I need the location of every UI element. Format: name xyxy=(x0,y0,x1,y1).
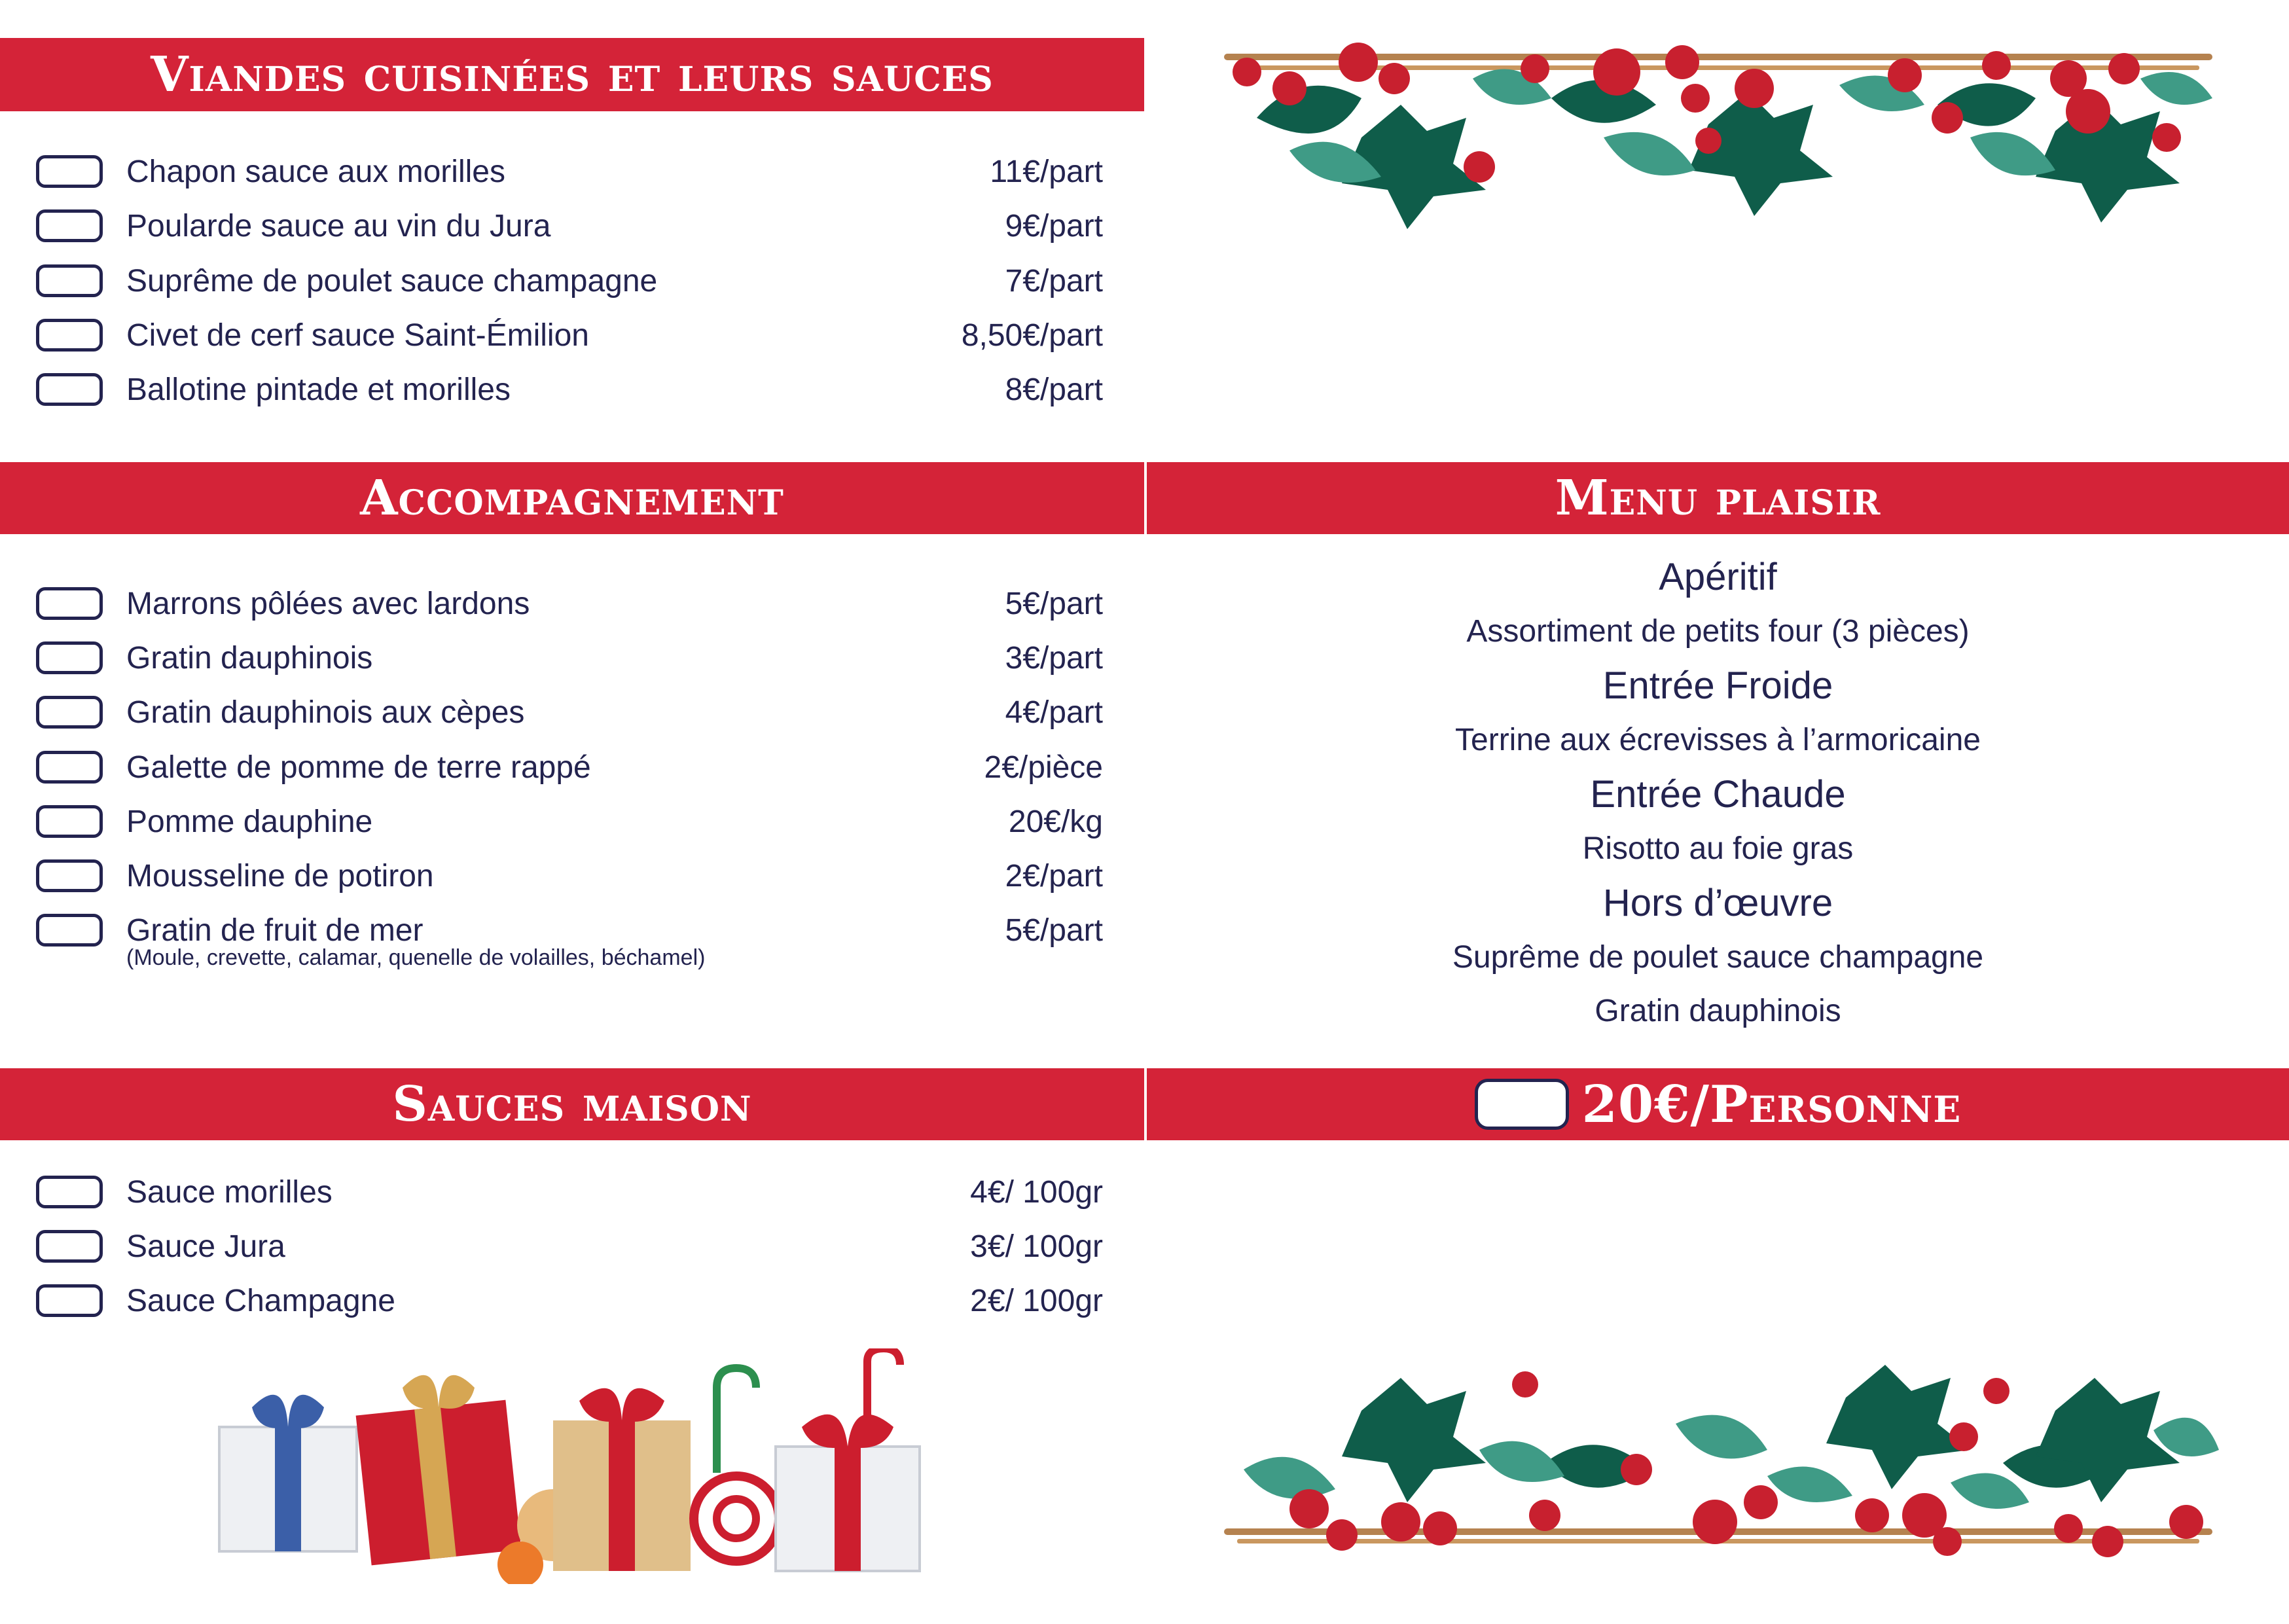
menu-price: 20€/Personne xyxy=(1581,1074,1962,1134)
item-price: 2€/pièce xyxy=(984,749,1103,785)
order-checkbox[interactable] xyxy=(36,1230,103,1263)
item-label: Gratin dauphinois xyxy=(126,640,373,676)
item-price: 4€/ 100gr xyxy=(970,1174,1103,1210)
section-title-menu: Menu plaisir xyxy=(1555,470,1881,526)
item-price: 8,50€/part xyxy=(961,317,1103,353)
menu-row xyxy=(36,581,1103,626)
menu-row xyxy=(36,258,1103,304)
section-header-menu xyxy=(1147,462,2289,534)
item-label: Chapon sauce aux morilles xyxy=(126,154,505,189)
item-price: 5€/part xyxy=(1005,912,1103,948)
item-label: Mousseline de potiron xyxy=(126,858,434,893)
order-checkbox[interactable] xyxy=(36,1176,103,1208)
order-checkbox[interactable] xyxy=(36,914,103,947)
item-price: 11€/part xyxy=(990,154,1103,189)
course-item: Suprême de poulet sauce champagne xyxy=(1452,940,1984,975)
holly-garland-icon xyxy=(1217,1319,2226,1568)
section-title-viandes: Viandes cuisinées et leurs sauces xyxy=(151,46,994,103)
item-price: 9€/part xyxy=(1005,208,1103,244)
item-price: 3€/ 100gr xyxy=(970,1229,1103,1264)
menu-row xyxy=(36,1278,1103,1324)
course-heading: Hors d’œuvre xyxy=(1602,882,1833,924)
menu-row xyxy=(36,799,1103,844)
menu-row xyxy=(36,635,1103,681)
item-label: Gratin dauphinois aux cèpes xyxy=(126,695,525,730)
menu-price-band xyxy=(1147,1068,2289,1140)
order-checkbox[interactable] xyxy=(36,587,103,620)
order-checkbox[interactable] xyxy=(36,751,103,784)
order-checkbox[interactable] xyxy=(36,209,103,242)
menu-row xyxy=(36,689,1103,735)
order-checkbox[interactable] xyxy=(36,155,103,188)
order-checkbox[interactable] xyxy=(36,264,103,297)
order-checkbox[interactable] xyxy=(36,859,103,892)
item-price: 20€/kg xyxy=(1008,804,1103,839)
item-price: 2€/part xyxy=(1005,858,1103,893)
section-header-viandes xyxy=(0,38,1144,111)
item-label: Marrons pôlées avec lardons xyxy=(126,586,530,621)
course-item: Risotto au foie gras xyxy=(1582,831,1854,866)
item-price: 2€/ 100gr xyxy=(970,1283,1103,1318)
menu-row xyxy=(36,853,1103,899)
item-price: 5€/part xyxy=(1005,586,1103,621)
menu-row xyxy=(36,367,1103,412)
order-checkbox[interactable] xyxy=(36,319,103,352)
order-checkbox[interactable] xyxy=(36,641,103,674)
section-header-accompagnement xyxy=(0,462,1144,534)
item-price: 7€/part xyxy=(1005,263,1103,298)
order-checkbox[interactable] xyxy=(36,373,103,406)
gift-boxes-icon xyxy=(213,1348,933,1584)
section-header-sauces xyxy=(0,1068,1144,1140)
menu-courses xyxy=(1147,550,2289,1038)
course-heading: Apéritif xyxy=(1659,556,1777,598)
item-label: Gratin de fruit de mer xyxy=(126,912,424,948)
item-note: (Moule, crevette, calamar, quenelle de volailles, béchamel) xyxy=(126,945,706,970)
menu-row xyxy=(36,149,1103,194)
menu-order-checkbox[interactable] xyxy=(1475,1079,1569,1130)
holly-garland-icon xyxy=(1211,26,2232,275)
item-price: 3€/part xyxy=(1005,640,1103,676)
item-price: 8€/part xyxy=(1005,372,1103,407)
item-label: Pomme dauphine xyxy=(126,804,373,839)
course-item: Gratin dauphinois xyxy=(1595,994,1841,1028)
item-label: Sauce Champagne xyxy=(126,1283,395,1318)
order-checkbox[interactable] xyxy=(36,805,103,838)
course-item: Assortiment de petits four (3 pièces) xyxy=(1466,614,1970,649)
section-title-accompagnement: Accompagnement xyxy=(360,470,784,526)
item-label: Poularde sauce au vin du Jura xyxy=(126,208,551,244)
course-heading: Entrée Froide xyxy=(1602,664,1833,707)
order-checkbox[interactable] xyxy=(36,1284,103,1317)
item-label: Ballotine pintade et morilles xyxy=(126,372,511,407)
menu-row xyxy=(36,203,1103,249)
menu-row xyxy=(36,1223,1103,1269)
item-label: Suprême de poulet sauce champagne xyxy=(126,263,658,298)
menu-row xyxy=(36,1169,1103,1215)
item-price: 4€/part xyxy=(1005,695,1103,730)
item-label: Sauce morilles xyxy=(126,1174,333,1210)
course-heading: Entrée Chaude xyxy=(1590,773,1846,816)
item-label: Galette de pomme de terre rappé xyxy=(126,749,591,785)
order-checkbox[interactable] xyxy=(36,696,103,729)
course-item: Terrine aux écrevisses à l’armoricaine xyxy=(1455,723,1981,757)
item-label: Sauce Jura xyxy=(126,1229,285,1264)
menu-row xyxy=(36,744,1103,790)
menu-row xyxy=(36,312,1103,358)
item-label: Civet de cerf sauce Saint-Émilion xyxy=(126,317,589,353)
section-title-sauces: Sauces maison xyxy=(392,1076,752,1132)
